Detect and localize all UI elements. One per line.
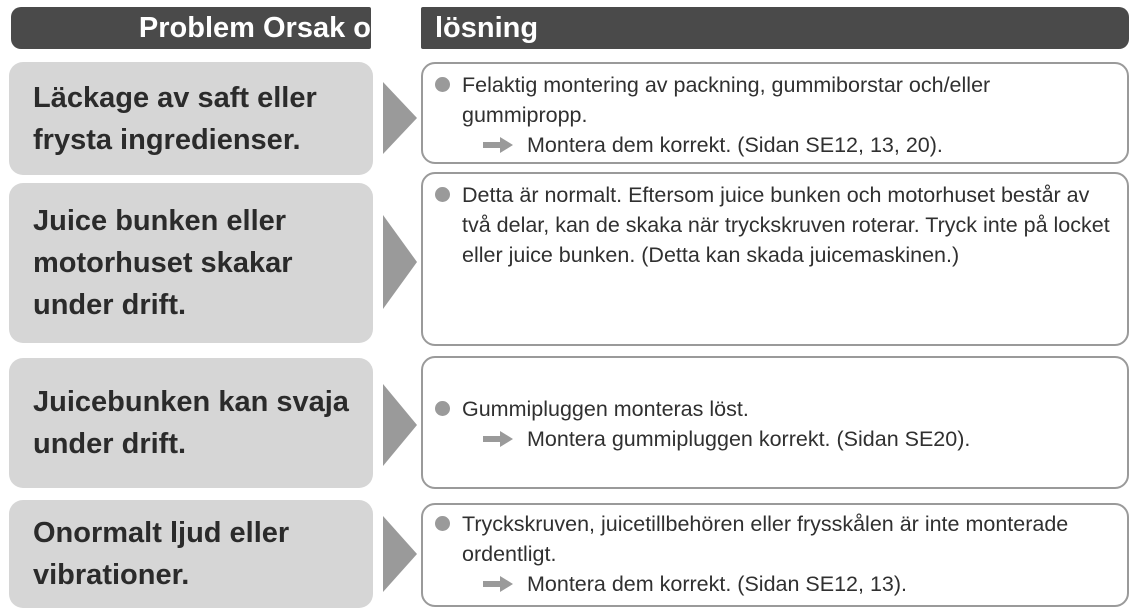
cause-text: Gummipluggen monteras löst. <box>462 397 749 421</box>
list-item <box>433 394 1117 424</box>
right-arrow-icon <box>483 137 513 153</box>
action-line <box>433 569 1117 599</box>
cause-text: Felaktig montering av packning, gummiborstar och/eller gummipropp. <box>462 73 991 127</box>
action-text: Montera gummipluggen korrekt. (Sidan SE20). <box>527 427 971 451</box>
problem-cell <box>9 183 373 343</box>
problem-cell <box>9 358 373 488</box>
problem-cell <box>9 62 373 175</box>
bullet-icon <box>435 187 450 202</box>
cause-text: Detta är normalt. Eftersom juice bunken och motorhuset består av två delar, kan de skaka när tryckskruven roterar. Tryck inte på locket eller juice bunken. (Detta kan skada juicemaskinen.) <box>462 183 1110 267</box>
bullet-icon <box>435 401 450 416</box>
list-item <box>433 509 1117 569</box>
problem-text: Onormalt ljud eller vibrationer. <box>33 517 290 591</box>
header-solution <box>421 7 1129 49</box>
cause-text: Tryckskruven, juicetillbehören eller frysskålen är inte monterade ordentligt. <box>462 512 1069 566</box>
solution-cell <box>421 62 1129 164</box>
arrow-icon <box>383 215 417 309</box>
action-text: Montera dem korrekt. (Sidan SE12, 13). <box>527 572 908 596</box>
header-problem-cause <box>11 7 371 49</box>
arrow-icon <box>383 384 417 466</box>
problem-text: Läckage av saft eller frysta ingredienser. <box>33 81 317 156</box>
header-solution-label: lösning <box>435 11 539 44</box>
right-arrow-icon <box>483 431 513 447</box>
bullet-icon <box>435 516 450 531</box>
problem-cell <box>9 500 373 608</box>
problem-text: Juice bunken eller motorhuset skakar under drift. <box>33 205 293 321</box>
problem-text: Juicebunken kan svaja under drift. <box>33 386 349 460</box>
header-problem-label: Problem Orsak o <box>138 11 371 44</box>
solution-cell <box>421 503 1129 607</box>
action-line <box>433 424 1117 454</box>
arrow-icon <box>383 516 417 592</box>
list-item <box>433 180 1117 270</box>
bullet-icon <box>435 77 450 92</box>
action-text: Montera dem korrekt. (Sidan SE12, 13, 20). <box>527 133 943 157</box>
list-item <box>433 70 1117 130</box>
solution-cell <box>421 356 1129 489</box>
solution-cell <box>421 172 1129 346</box>
action-line <box>433 130 1117 160</box>
arrow-icon <box>383 82 417 154</box>
right-arrow-icon <box>483 576 513 592</box>
